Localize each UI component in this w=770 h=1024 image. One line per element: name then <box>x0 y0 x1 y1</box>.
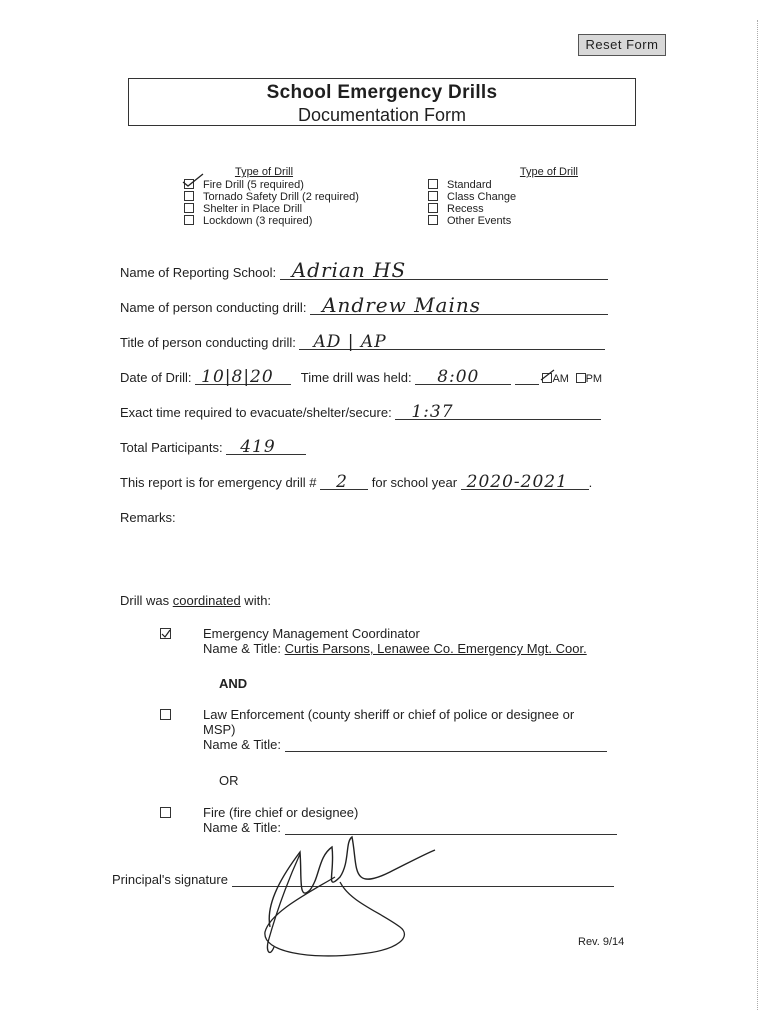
form-subtitle: Documentation Form <box>297 105 467 125</box>
emergency-name-row <box>203 641 587 656</box>
tornado-checkbox[interactable] <box>184 191 194 201</box>
date-label: Date of Drill: <box>120 370 192 385</box>
remarks-label: Remarks: <box>120 510 176 525</box>
time-label: Time drill was held: <box>300 370 412 385</box>
drill-type-label: Other Events <box>447 215 512 227</box>
drill-type-list-left <box>184 166 404 227</box>
school-year-field[interactable] <box>461 472 589 492</box>
report-row <box>120 472 593 492</box>
exact-time-row <box>120 402 601 422</box>
drill-type-label: Tornado Safety Drill (2 required) <box>203 191 359 203</box>
participants-row <box>120 437 306 457</box>
participants-label: Total Participants: <box>120 440 223 455</box>
law-name-row <box>203 737 607 752</box>
emergency-coordinator-block <box>160 626 587 656</box>
drill-type-header-right: Type of Drill <box>519 166 578 178</box>
drill-type-label: Fire Drill (5 required) <box>203 179 304 191</box>
participants-field[interactable] <box>226 437 306 457</box>
school-name-value: Adrian HS <box>291 258 407 282</box>
shelter-checkbox[interactable] <box>184 203 194 213</box>
class-change-checkbox[interactable] <box>428 191 438 201</box>
fire-name-label: Name & Title: <box>203 820 282 835</box>
law-name-label: Name & Title: <box>203 737 282 752</box>
scan-edge <box>757 20 758 1010</box>
drill-type-list-right <box>428 166 588 227</box>
intro-suffix: with: <box>240 593 272 608</box>
exact-time-label: Exact time required to evacuate/shelter/secure: <box>120 405 392 420</box>
drill-type-recess[interactable] <box>428 203 588 215</box>
fire-drill-checkbox[interactable] <box>184 179 194 189</box>
drill-type-label: Class Change <box>447 191 517 203</box>
person-title-value: AD | AP <box>313 332 387 352</box>
am-label: AM <box>552 373 569 385</box>
law-enforcement-checkbox[interactable] <box>160 709 171 720</box>
person-name-field[interactable] <box>310 293 608 317</box>
drill-number-field[interactable] <box>320 472 368 492</box>
drill-number-value: 2 <box>336 472 348 492</box>
form-title: School Emergency Drills <box>266 82 498 103</box>
check-mark-icon <box>540 369 556 383</box>
emergency-name-label: Name & Title: <box>203 641 282 656</box>
lockdown-checkbox[interactable] <box>184 215 194 225</box>
time-value: 8:00 <box>437 367 480 387</box>
person-title-row <box>120 332 605 352</box>
drill-type-tornado[interactable] <box>184 191 404 203</box>
report-end: . <box>588 475 593 490</box>
exact-time-value: 1:37 <box>411 402 454 422</box>
drill-type-standard[interactable] <box>428 179 588 191</box>
drill-type-other[interactable] <box>428 215 588 227</box>
title-box <box>128 78 636 126</box>
and-label: AND <box>219 676 248 691</box>
fire-label: Fire (fire chief or designee) <box>203 805 359 820</box>
person-title-field[interactable] <box>299 332 605 352</box>
school-name-label: Name of Reporting School: <box>120 265 277 280</box>
am-checkbox[interactable] <box>542 373 552 383</box>
drill-type-shelter[interactable] <box>184 203 404 215</box>
drill-type-fire[interactable] <box>184 179 404 191</box>
am-pm-line <box>515 370 539 385</box>
pm-checkbox[interactable] <box>576 373 586 383</box>
exact-time-field[interactable] <box>395 402 601 422</box>
person-name-value: Andrew Mains <box>322 293 482 317</box>
school-year-value: 2020-2021 <box>466 472 568 492</box>
standard-checkbox[interactable] <box>428 179 438 189</box>
other-events-checkbox[interactable] <box>428 215 438 225</box>
drill-type-label: Lockdown (3 required) <box>203 215 313 227</box>
pm-label: PM <box>585 373 603 385</box>
drill-type-label: Recess <box>447 203 484 215</box>
time-field[interactable] <box>415 367 511 387</box>
emergency-coordinator-checkbox[interactable] <box>160 628 171 639</box>
date-field[interactable] <box>195 367 291 387</box>
or-label: OR <box>219 773 239 788</box>
school-name-row <box>120 258 608 282</box>
intro-prefix: Drill was <box>120 593 173 608</box>
report-mid: for school year <box>371 475 458 490</box>
reset-form-button[interactable]: Reset Form <box>578 34 666 56</box>
signature-scribble <box>240 832 440 962</box>
law-enforcement-label-cont: MSP) <box>203 722 236 737</box>
coordination-intro <box>120 593 271 608</box>
participants-value: 419 <box>240 437 276 457</box>
law-name-field[interactable] <box>285 737 607 752</box>
signature-label: Principal's signature <box>112 872 228 887</box>
law-enforcement-label: Law Enforcement (county sheriff or chief of police or designee or <box>203 707 575 722</box>
person-name-label: Name of person conducting drill: <box>120 300 307 315</box>
date-time-row <box>120 367 603 387</box>
check-mark-icon <box>161 629 171 639</box>
check-mark-icon <box>182 173 204 189</box>
intro-underlined: coordinated <box>172 593 241 608</box>
law-enforcement-block <box>160 707 607 752</box>
person-name-row <box>120 293 608 317</box>
emergency-coordinator-label: Emergency Management Coordinator <box>203 626 420 641</box>
school-name-field[interactable] <box>280 258 608 282</box>
person-title-label: Title of person conducting drill: <box>120 335 296 350</box>
drill-type-class-change[interactable] <box>428 191 588 203</box>
report-prefix: This report is for emergency drill # <box>120 475 317 490</box>
drill-type-lockdown[interactable] <box>184 215 404 227</box>
drill-type-label: Standard <box>447 179 492 191</box>
recess-checkbox[interactable] <box>428 203 438 213</box>
emergency-name-value[interactable]: Curtis Parsons, Lenawee Co. Emergency Mgt. Coor. <box>284 641 587 656</box>
drill-type-header-left: Type of Drill <box>234 166 294 178</box>
fire-checkbox[interactable] <box>160 807 171 818</box>
fire-block <box>160 805 617 835</box>
drill-type-label: Shelter in Place Drill <box>203 203 303 215</box>
revision-label: Rev. 9/14 <box>578 936 625 948</box>
date-value: 10|8|20 <box>201 367 274 387</box>
